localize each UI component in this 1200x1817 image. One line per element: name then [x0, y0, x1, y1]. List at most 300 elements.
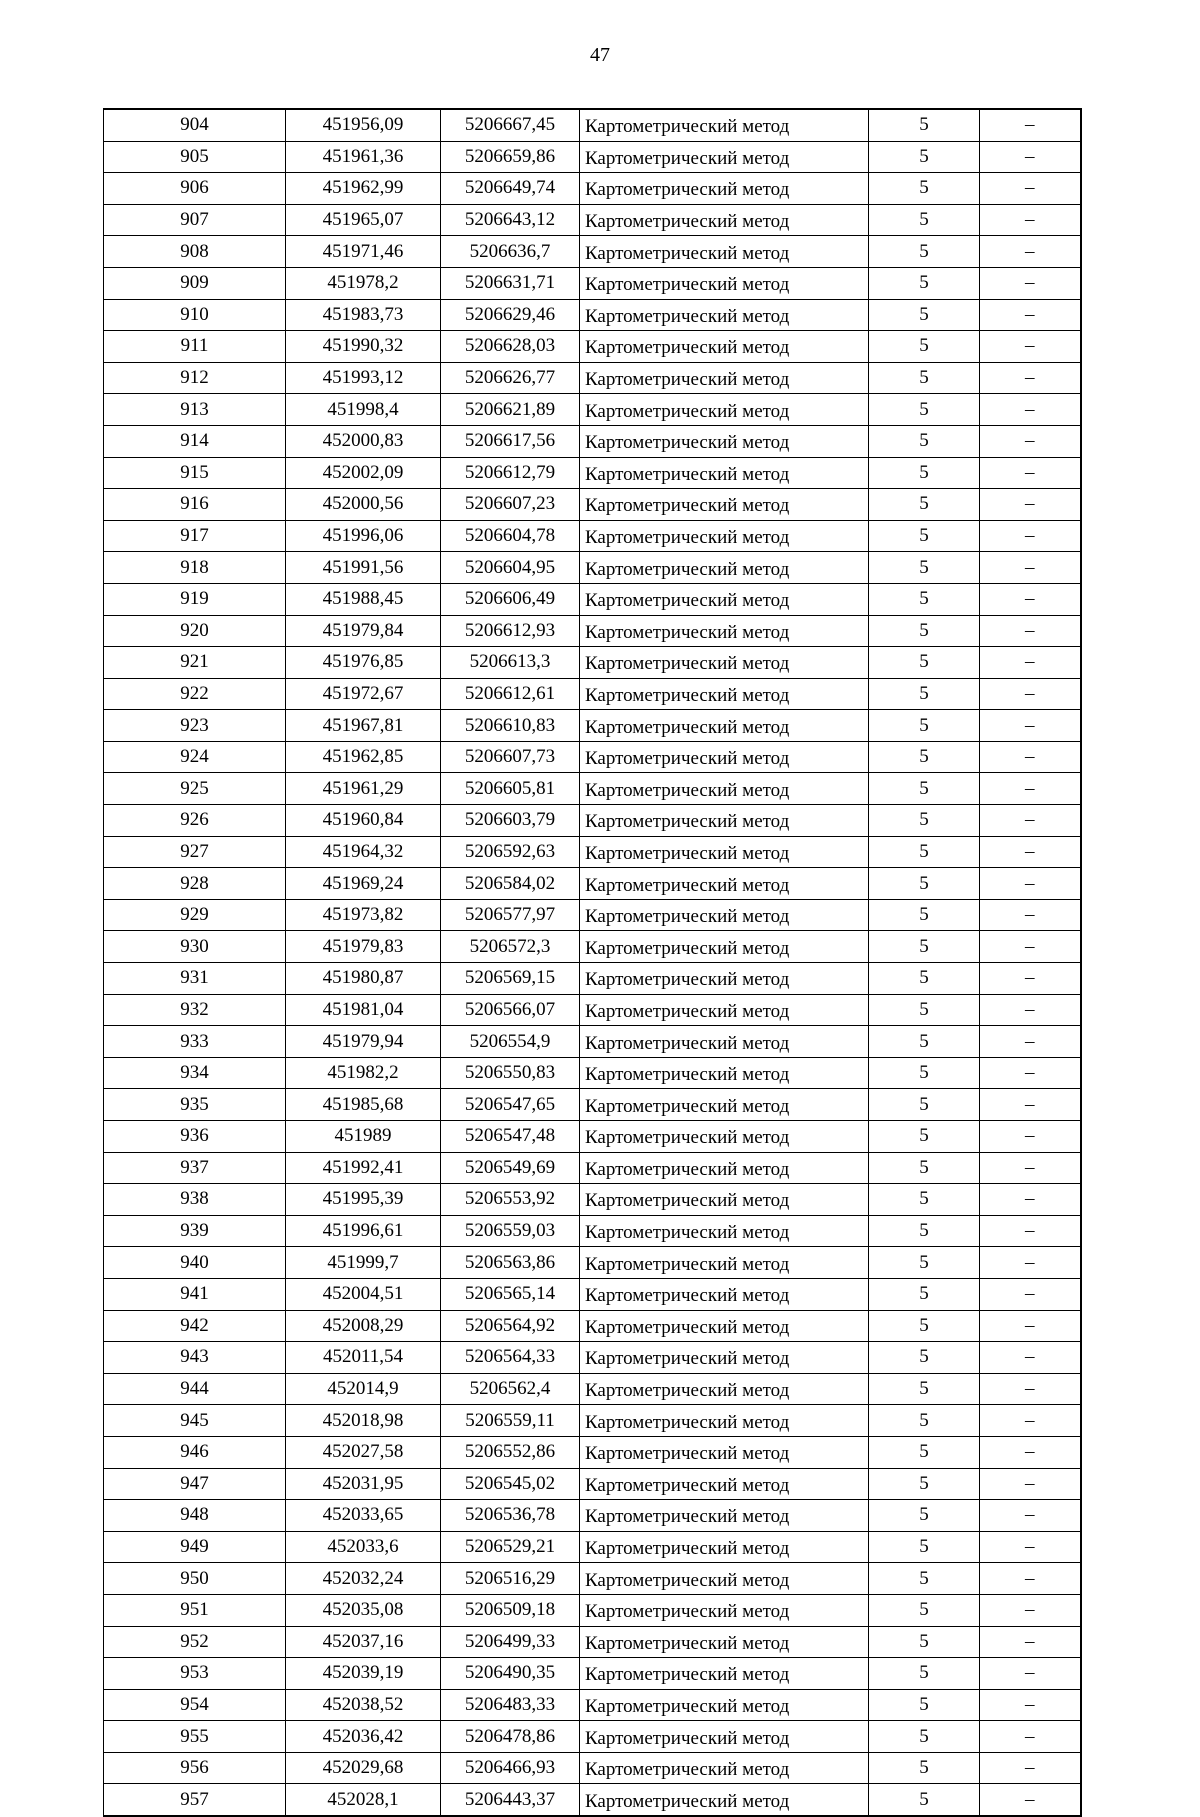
y-coordinate-cell: 5206553,92	[441, 1184, 580, 1216]
y-coordinate-cell: 5206569,15	[441, 963, 580, 995]
method-cell: Картометрический метод	[580, 1689, 869, 1721]
table-row	[104, 394, 1081, 426]
x-coordinate-cell: 451967,81	[286, 710, 441, 742]
accuracy-cell: 5	[869, 109, 980, 141]
point-number-cell: 951	[104, 1594, 286, 1626]
accuracy-cell: 5	[869, 836, 980, 868]
point-number-cell: 917	[104, 520, 286, 552]
method-cell: Картометрический метод	[580, 1658, 869, 1690]
y-coordinate-cell: 5206509,18	[441, 1594, 580, 1626]
y-coordinate-cell: 5206604,95	[441, 552, 580, 584]
y-coordinate-cell: 5206604,78	[441, 520, 580, 552]
accuracy-cell: 5	[869, 362, 980, 394]
method-cell: Картометрический метод	[580, 1247, 869, 1279]
table-row	[104, 1247, 1081, 1279]
accuracy-cell: 5	[869, 1121, 980, 1153]
accuracy-cell: 5	[869, 520, 980, 552]
accuracy-cell: 5	[869, 141, 980, 173]
accuracy-cell: 5	[869, 1405, 980, 1437]
x-coordinate-cell: 452033,65	[286, 1500, 441, 1532]
accuracy-cell: 5	[869, 1563, 980, 1595]
x-coordinate-cell: 451988,45	[286, 583, 441, 615]
accuracy-cell: 5	[869, 204, 980, 236]
method-cell: Картометрический метод	[580, 583, 869, 615]
point-number-cell: 914	[104, 425, 286, 457]
point-number-cell: 921	[104, 647, 286, 679]
x-coordinate-cell: 452018,98	[286, 1405, 441, 1437]
point-number-cell: 922	[104, 678, 286, 710]
point-number-cell: 956	[104, 1752, 286, 1784]
accuracy-cell: 5	[869, 236, 980, 268]
y-coordinate-cell: 5206605,81	[441, 773, 580, 805]
x-coordinate-cell: 451982,2	[286, 1057, 441, 1089]
accuracy-cell: 5	[869, 457, 980, 489]
table-row	[104, 1689, 1081, 1721]
method-cell: Картометрический метод	[580, 489, 869, 521]
description-cell: –	[980, 1721, 1081, 1753]
y-coordinate-cell: 5206562,4	[441, 1373, 580, 1405]
description-cell: –	[980, 1342, 1081, 1374]
x-coordinate-cell: 451995,39	[286, 1184, 441, 1216]
table-row	[104, 236, 1081, 268]
y-coordinate-cell: 5206612,79	[441, 457, 580, 489]
accuracy-cell: 5	[869, 1784, 980, 1816]
table-row	[104, 963, 1081, 995]
accuracy-cell: 5	[869, 1658, 980, 1690]
accuracy-cell: 5	[869, 1026, 980, 1058]
table-row	[104, 1594, 1081, 1626]
description-cell: –	[980, 994, 1081, 1026]
method-cell: Картометрический метод	[580, 173, 869, 205]
method-cell: Картометрический метод	[580, 394, 869, 426]
method-cell: Картометрический метод	[580, 1057, 869, 1089]
y-coordinate-cell: 5206564,92	[441, 1310, 580, 1342]
method-cell: Картометрический метод	[580, 805, 869, 837]
y-coordinate-cell: 5206659,86	[441, 141, 580, 173]
table-row	[104, 1089, 1081, 1121]
point-number-cell: 928	[104, 868, 286, 900]
point-number-cell: 910	[104, 299, 286, 331]
method-cell: Картометрический метод	[580, 647, 869, 679]
description-cell: –	[980, 1563, 1081, 1595]
point-number-cell: 916	[104, 489, 286, 521]
point-number-cell: 949	[104, 1531, 286, 1563]
method-cell: Картометрический метод	[580, 963, 869, 995]
accuracy-cell: 5	[869, 1468, 980, 1500]
x-coordinate-cell: 451992,41	[286, 1152, 441, 1184]
accuracy-cell: 5	[869, 173, 980, 205]
method-cell: Картометрический метод	[580, 299, 869, 331]
table-row	[104, 1184, 1081, 1216]
method-cell: Картометрический метод	[580, 425, 869, 457]
x-coordinate-cell: 451979,83	[286, 931, 441, 963]
method-cell: Картометрический метод	[580, 1121, 869, 1153]
accuracy-cell: 5	[869, 963, 980, 995]
x-coordinate-cell: 451979,84	[286, 615, 441, 647]
y-coordinate-cell: 5206606,49	[441, 583, 580, 615]
method-cell: Картометрический метод	[580, 1721, 869, 1753]
method-cell: Картометрический метод	[580, 1026, 869, 1058]
table-row	[104, 836, 1081, 868]
x-coordinate-cell: 451980,87	[286, 963, 441, 995]
x-coordinate-cell: 451971,46	[286, 236, 441, 268]
method-cell: Картометрический метод	[580, 931, 869, 963]
x-coordinate-cell: 451972,67	[286, 678, 441, 710]
description-cell: –	[980, 1626, 1081, 1658]
description-cell: –	[980, 267, 1081, 299]
y-coordinate-cell: 5206649,74	[441, 173, 580, 205]
method-cell: Картометрический метод	[580, 109, 869, 141]
method-cell: Картометрический метод	[580, 236, 869, 268]
description-cell: –	[980, 1057, 1081, 1089]
table-row	[104, 710, 1081, 742]
y-coordinate-cell: 5206626,77	[441, 362, 580, 394]
accuracy-cell: 5	[869, 552, 980, 584]
accuracy-cell: 5	[869, 267, 980, 299]
y-coordinate-cell: 5206631,71	[441, 267, 580, 299]
accuracy-cell: 5	[869, 1152, 980, 1184]
point-number-cell: 947	[104, 1468, 286, 1500]
table-row	[104, 1342, 1081, 1374]
accuracy-cell: 5	[869, 489, 980, 521]
method-cell: Картометрический метод	[580, 710, 869, 742]
method-cell: Картометрический метод	[580, 1373, 869, 1405]
x-coordinate-cell: 451978,2	[286, 267, 441, 299]
description-cell: –	[980, 1184, 1081, 1216]
table-row	[104, 362, 1081, 394]
x-coordinate-cell: 451996,06	[286, 520, 441, 552]
x-coordinate-cell: 452008,29	[286, 1310, 441, 1342]
y-coordinate-cell: 5206516,29	[441, 1563, 580, 1595]
point-number-cell: 906	[104, 173, 286, 205]
method-cell: Картометрический метод	[580, 1184, 869, 1216]
table-row	[104, 1784, 1081, 1816]
table-row	[104, 204, 1081, 236]
method-cell: Картометрический метод	[580, 994, 869, 1026]
y-coordinate-cell: 5206529,21	[441, 1531, 580, 1563]
description-cell: –	[980, 1373, 1081, 1405]
coordinates-table	[103, 108, 1082, 1817]
description-cell: –	[980, 520, 1081, 552]
y-coordinate-cell: 5206628,03	[441, 331, 580, 363]
y-coordinate-cell: 5206592,63	[441, 836, 580, 868]
y-coordinate-cell: 5206636,7	[441, 236, 580, 268]
method-cell: Картометрический метод	[580, 1594, 869, 1626]
x-coordinate-cell: 451979,94	[286, 1026, 441, 1058]
x-coordinate-cell: 451990,32	[286, 331, 441, 363]
point-number-cell: 908	[104, 236, 286, 268]
description-cell: –	[980, 678, 1081, 710]
table-row	[104, 520, 1081, 552]
description-cell: –	[980, 394, 1081, 426]
description-cell: –	[980, 331, 1081, 363]
x-coordinate-cell: 451991,56	[286, 552, 441, 584]
x-coordinate-cell: 451965,07	[286, 204, 441, 236]
accuracy-cell: 5	[869, 868, 980, 900]
x-coordinate-cell: 451999,7	[286, 1247, 441, 1279]
accuracy-cell: 5	[869, 299, 980, 331]
description-cell: –	[980, 425, 1081, 457]
description-cell: –	[980, 489, 1081, 521]
accuracy-cell: 5	[869, 1531, 980, 1563]
table-row	[104, 805, 1081, 837]
y-coordinate-cell: 5206621,89	[441, 394, 580, 426]
table-row	[104, 1026, 1081, 1058]
point-number-cell: 909	[104, 267, 286, 299]
accuracy-cell: 5	[869, 1278, 980, 1310]
y-coordinate-cell: 5206478,86	[441, 1721, 580, 1753]
method-cell: Картометрический метод	[580, 1152, 869, 1184]
table-row	[104, 1310, 1081, 1342]
page-number: 47	[590, 44, 610, 66]
point-number-cell: 954	[104, 1689, 286, 1721]
description-cell: –	[980, 1026, 1081, 1058]
method-cell: Картометрический метод	[580, 520, 869, 552]
description-cell: –	[980, 963, 1081, 995]
description-cell: –	[980, 552, 1081, 584]
y-coordinate-cell: 5206483,33	[441, 1689, 580, 1721]
x-coordinate-cell: 452028,1	[286, 1784, 441, 1816]
x-coordinate-cell: 451961,29	[286, 773, 441, 805]
method-cell: Картометрический метод	[580, 1436, 869, 1468]
description-cell: –	[980, 836, 1081, 868]
x-coordinate-cell: 452035,08	[286, 1594, 441, 1626]
x-coordinate-cell: 452036,42	[286, 1721, 441, 1753]
y-coordinate-cell: 5206554,9	[441, 1026, 580, 1058]
table-row	[104, 1626, 1081, 1658]
accuracy-cell: 5	[869, 1247, 980, 1279]
description-cell: –	[980, 1594, 1081, 1626]
method-cell: Картометрический метод	[580, 1500, 869, 1532]
point-number-cell: 932	[104, 994, 286, 1026]
point-number-cell: 905	[104, 141, 286, 173]
method-cell: Картометрический метод	[580, 204, 869, 236]
description-cell: –	[980, 1752, 1081, 1784]
table-row	[104, 1121, 1081, 1153]
description-cell: –	[980, 141, 1081, 173]
point-number-cell: 946	[104, 1436, 286, 1468]
table-row	[104, 994, 1081, 1026]
y-coordinate-cell: 5206572,3	[441, 931, 580, 963]
description-cell: –	[980, 1531, 1081, 1563]
point-number-cell: 929	[104, 899, 286, 931]
method-cell: Картометрический метод	[580, 678, 869, 710]
table-row	[104, 425, 1081, 457]
description-cell: –	[980, 1658, 1081, 1690]
y-coordinate-cell: 5206612,61	[441, 678, 580, 710]
x-coordinate-cell: 451985,68	[286, 1089, 441, 1121]
x-coordinate-cell: 451989	[286, 1121, 441, 1153]
table-row	[104, 678, 1081, 710]
table-row	[104, 267, 1081, 299]
point-number-cell: 953	[104, 1658, 286, 1690]
accuracy-cell: 5	[869, 710, 980, 742]
point-number-cell: 920	[104, 615, 286, 647]
y-coordinate-cell: 5206613,3	[441, 647, 580, 679]
point-number-cell: 948	[104, 1500, 286, 1532]
table-row	[104, 741, 1081, 773]
point-number-cell: 937	[104, 1152, 286, 1184]
method-cell: Картометрический метод	[580, 899, 869, 931]
y-coordinate-cell: 5206547,65	[441, 1089, 580, 1121]
point-number-cell: 915	[104, 457, 286, 489]
accuracy-cell: 5	[869, 1184, 980, 1216]
method-cell: Картометрический метод	[580, 773, 869, 805]
y-coordinate-cell: 5206547,48	[441, 1121, 580, 1153]
table-row	[104, 1278, 1081, 1310]
accuracy-cell: 5	[869, 1689, 980, 1721]
description-cell: –	[980, 741, 1081, 773]
accuracy-cell: 5	[869, 1342, 980, 1374]
table-row	[104, 615, 1081, 647]
x-coordinate-cell: 451973,82	[286, 899, 441, 931]
accuracy-cell: 5	[869, 1310, 980, 1342]
table-row	[104, 141, 1081, 173]
method-cell: Картометрический метод	[580, 457, 869, 489]
y-coordinate-cell: 5206566,07	[441, 994, 580, 1026]
description-cell: –	[980, 1784, 1081, 1816]
table-row	[104, 583, 1081, 615]
x-coordinate-cell: 451983,73	[286, 299, 441, 331]
method-cell: Картометрический метод	[580, 1531, 869, 1563]
y-coordinate-cell: 5206612,93	[441, 615, 580, 647]
description-cell: –	[980, 583, 1081, 615]
description-cell: –	[980, 899, 1081, 931]
point-number-cell: 931	[104, 963, 286, 995]
accuracy-cell: 5	[869, 583, 980, 615]
y-coordinate-cell: 5206643,12	[441, 204, 580, 236]
point-number-cell: 912	[104, 362, 286, 394]
point-number-cell: 935	[104, 1089, 286, 1121]
point-number-cell: 918	[104, 552, 286, 584]
x-coordinate-cell: 451998,4	[286, 394, 441, 426]
table-row	[104, 1500, 1081, 1532]
x-coordinate-cell: 452027,58	[286, 1436, 441, 1468]
point-number-cell: 943	[104, 1342, 286, 1374]
y-coordinate-cell: 5206565,14	[441, 1278, 580, 1310]
y-coordinate-cell: 5206466,93	[441, 1752, 580, 1784]
table-row	[104, 647, 1081, 679]
method-cell: Картометрический метод	[580, 1278, 869, 1310]
method-cell: Картометрический метод	[580, 1089, 869, 1121]
accuracy-cell: 5	[869, 1215, 980, 1247]
description-cell: –	[980, 868, 1081, 900]
accuracy-cell: 5	[869, 994, 980, 1026]
description-cell: –	[980, 109, 1081, 141]
point-number-cell: 957	[104, 1784, 286, 1816]
point-number-cell: 919	[104, 583, 286, 615]
point-number-cell: 904	[104, 109, 286, 141]
accuracy-cell: 5	[869, 931, 980, 963]
x-coordinate-cell: 452002,09	[286, 457, 441, 489]
x-coordinate-cell: 452039,19	[286, 1658, 441, 1690]
accuracy-cell: 5	[869, 741, 980, 773]
x-coordinate-cell: 451964,32	[286, 836, 441, 868]
x-coordinate-cell: 451976,85	[286, 647, 441, 679]
accuracy-cell: 5	[869, 773, 980, 805]
accuracy-cell: 5	[869, 1057, 980, 1089]
table-row	[104, 1721, 1081, 1753]
table-row	[104, 1152, 1081, 1184]
point-number-cell: 950	[104, 1563, 286, 1595]
point-number-cell: 927	[104, 836, 286, 868]
table-row	[104, 1405, 1081, 1437]
description-cell: –	[980, 173, 1081, 205]
x-coordinate-cell: 451961,36	[286, 141, 441, 173]
description-cell: –	[980, 1247, 1081, 1279]
y-coordinate-cell: 5206667,45	[441, 109, 580, 141]
x-coordinate-cell: 451993,12	[286, 362, 441, 394]
table-row	[104, 868, 1081, 900]
table-row	[104, 773, 1081, 805]
table-row	[104, 552, 1081, 584]
table-row	[104, 299, 1081, 331]
method-cell: Картометрический метод	[580, 615, 869, 647]
y-coordinate-cell: 5206550,83	[441, 1057, 580, 1089]
description-cell: –	[980, 1121, 1081, 1153]
table-row	[104, 109, 1081, 141]
method-cell: Картометрический метод	[580, 1215, 869, 1247]
y-coordinate-cell: 5206584,02	[441, 868, 580, 900]
y-coordinate-cell: 5206617,56	[441, 425, 580, 457]
point-number-cell: 926	[104, 805, 286, 837]
x-coordinate-cell: 451962,99	[286, 173, 441, 205]
x-coordinate-cell: 452014,9	[286, 1373, 441, 1405]
table-row	[104, 331, 1081, 363]
description-cell: –	[980, 615, 1081, 647]
table-row	[104, 173, 1081, 205]
table-row	[104, 1658, 1081, 1690]
point-number-cell: 933	[104, 1026, 286, 1058]
x-coordinate-cell: 452000,83	[286, 425, 441, 457]
method-cell: Картометрический метод	[580, 741, 869, 773]
table-row	[104, 489, 1081, 521]
method-cell: Картометрический метод	[580, 552, 869, 584]
point-number-cell: 955	[104, 1721, 286, 1753]
description-cell: –	[980, 1278, 1081, 1310]
point-number-cell: 934	[104, 1057, 286, 1089]
y-coordinate-cell: 5206563,86	[441, 1247, 580, 1279]
accuracy-cell: 5	[869, 1721, 980, 1753]
table-row	[104, 457, 1081, 489]
method-cell: Картометрический метод	[580, 836, 869, 868]
table-row	[104, 1373, 1081, 1405]
method-cell: Картометрический метод	[580, 1626, 869, 1658]
description-cell: –	[980, 1468, 1081, 1500]
accuracy-cell: 5	[869, 615, 980, 647]
y-coordinate-cell: 5206559,11	[441, 1405, 580, 1437]
x-coordinate-cell: 452031,95	[286, 1468, 441, 1500]
method-cell: Картометрический метод	[580, 362, 869, 394]
point-number-cell: 941	[104, 1278, 286, 1310]
table-row	[104, 1752, 1081, 1784]
point-number-cell: 952	[104, 1626, 286, 1658]
point-number-cell: 923	[104, 710, 286, 742]
y-coordinate-cell: 5206499,33	[441, 1626, 580, 1658]
method-cell: Картометрический метод	[580, 1468, 869, 1500]
description-cell: –	[980, 647, 1081, 679]
description-cell: –	[980, 1500, 1081, 1532]
y-coordinate-cell: 5206603,79	[441, 805, 580, 837]
point-number-cell: 913	[104, 394, 286, 426]
accuracy-cell: 5	[869, 678, 980, 710]
accuracy-cell: 5	[869, 1752, 980, 1784]
method-cell: Картометрический метод	[580, 868, 869, 900]
description-cell: –	[980, 1436, 1081, 1468]
method-cell: Картометрический метод	[580, 1752, 869, 1784]
accuracy-cell: 5	[869, 331, 980, 363]
accuracy-cell: 5	[869, 394, 980, 426]
